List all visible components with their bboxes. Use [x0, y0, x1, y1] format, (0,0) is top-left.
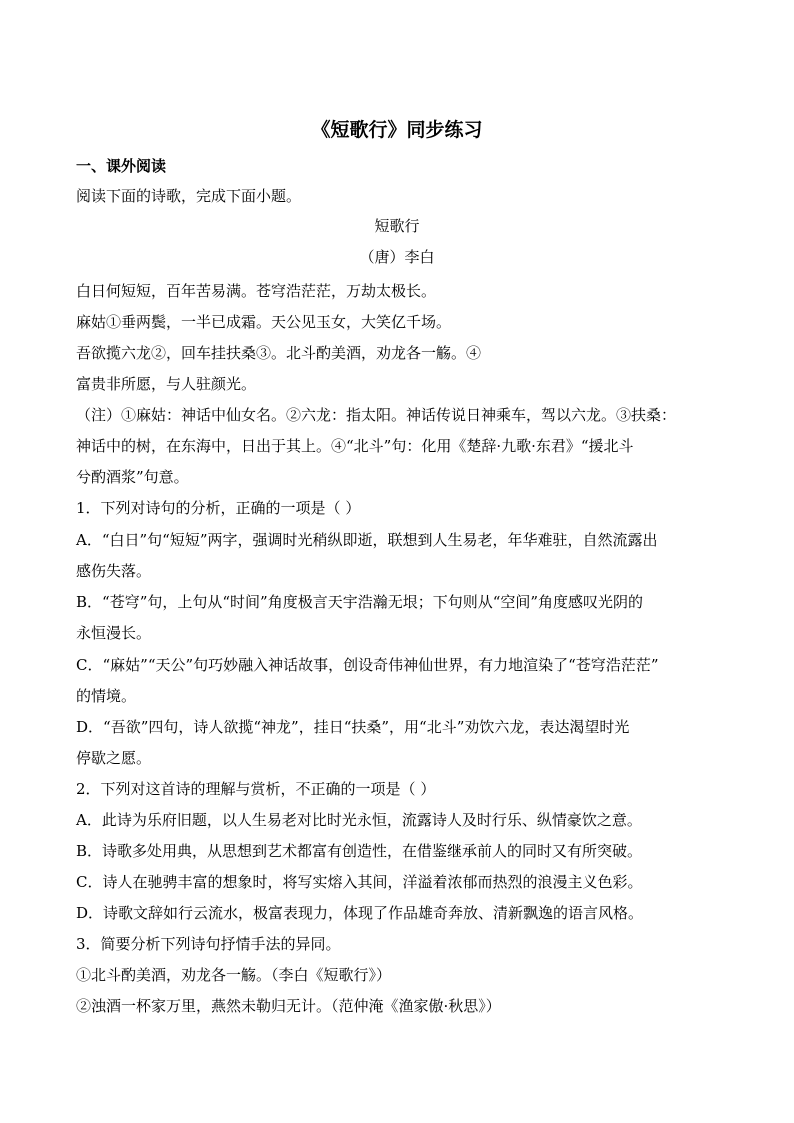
q3-item-1: ①北斗酌美酒，劝龙各一觞。（李白《短歌行》） — [76, 966, 392, 984]
note-line: 兮酌酒浆”句意。 — [76, 468, 189, 486]
q2-option-d: D．诗歌文辞如行云流水，极富表现力，体现了作品雄奇奔放、清新飘逸的语言风格。 — [76, 904, 644, 922]
q1-option-b: B．“苍穹”句，上句从“时间”角度极言天宇浩瀚无垠；下句则从“空间”角度感叹光阴的 — [76, 593, 644, 611]
note-line: （注）①麻姑：神话中仙女名。②六龙：指太阳。神话传说日神乘车，驾以六龙。③扶桑： — [76, 406, 677, 424]
question-1-stem: 1．下列对诗句的分析，正确的一项是（ ） — [76, 499, 361, 517]
poem-line: 麻姑①垂两鬓，一半已成霜。天公见玉女，大笑亿千场。 — [76, 313, 452, 331]
q1-option-d-cont: 停歇之愿。 — [76, 749, 152, 767]
q2-option-a: A．此诗为乐府旧题，以人生易老对比时光永恒，流露诗人及时行乐、纵情豪饮之意。 — [76, 811, 642, 829]
poem-line: 白日何短短，百年苦易满。苍穹浩茫茫，万劫太极长。 — [76, 282, 437, 300]
poem-author: （唐）李白 — [359, 248, 435, 266]
q1-option-b-cont: 永恒漫长。 — [76, 624, 152, 642]
poem-line: 吾欲揽六龙②，回车挂扶桑③。北斗酌美酒，劝龙各一觞。④ — [76, 344, 482, 362]
poem-line: 富贵非所愿，与人驻颜光。 — [76, 375, 257, 393]
q3-item-2: ②浊酒一杯家万里，燕然未勒归无计。（范仲淹《渔家傲·秋思》） — [76, 997, 501, 1015]
page-title: 《短歌行》同步练习 — [311, 119, 483, 141]
question-2-stem: 2．下列对这首诗的理解与赏析，不正确的一项是（ ） — [76, 780, 436, 798]
instruction-text: 阅读下面的诗歌，完成下面小题。 — [76, 187, 302, 205]
q2-option-c: C．诗人在驰骋丰富的想象时，将写实熔入其间，洋溢着浓郁而热烈的浪漫主义色彩。 — [76, 873, 643, 891]
q1-option-a-cont: 感伤失落。 — [76, 562, 152, 580]
poem-title: 短歌行 — [374, 217, 420, 235]
q2-option-b: B．诗歌多处用典，从思想到艺术都富有创造性，在借鉴继承前人的同时又有所突破。 — [76, 842, 643, 860]
section-heading: 一、课外阅读 — [76, 157, 167, 175]
q1-option-c: C．“麻姑”“天公”句巧妙融入神话故事，创设奇伟神仙世界，有力地渲染了“苍穹浩茫茫” — [76, 656, 659, 674]
q1-option-c-cont: 的情境。 — [76, 687, 137, 705]
q1-option-d: D．“吾欲”四句，诗人欲揽“神龙”，挂日“扶桑”，用“北斗”劝饮六龙，表达渴望时光 — [76, 718, 630, 736]
question-3-stem: 3．简要分析下列诗句抒情手法的异同。 — [76, 935, 341, 953]
note-line: 神话中的树，在东海中，日出于其上。④“北斗”句：化用《楚辞·九歌·东君》“援北斗 — [76, 437, 634, 455]
q1-option-a: A．“白日”句“短短”两字，强调时光稍纵即逝，联想到人生易老，年华难驻，自然流露出 — [76, 531, 658, 549]
